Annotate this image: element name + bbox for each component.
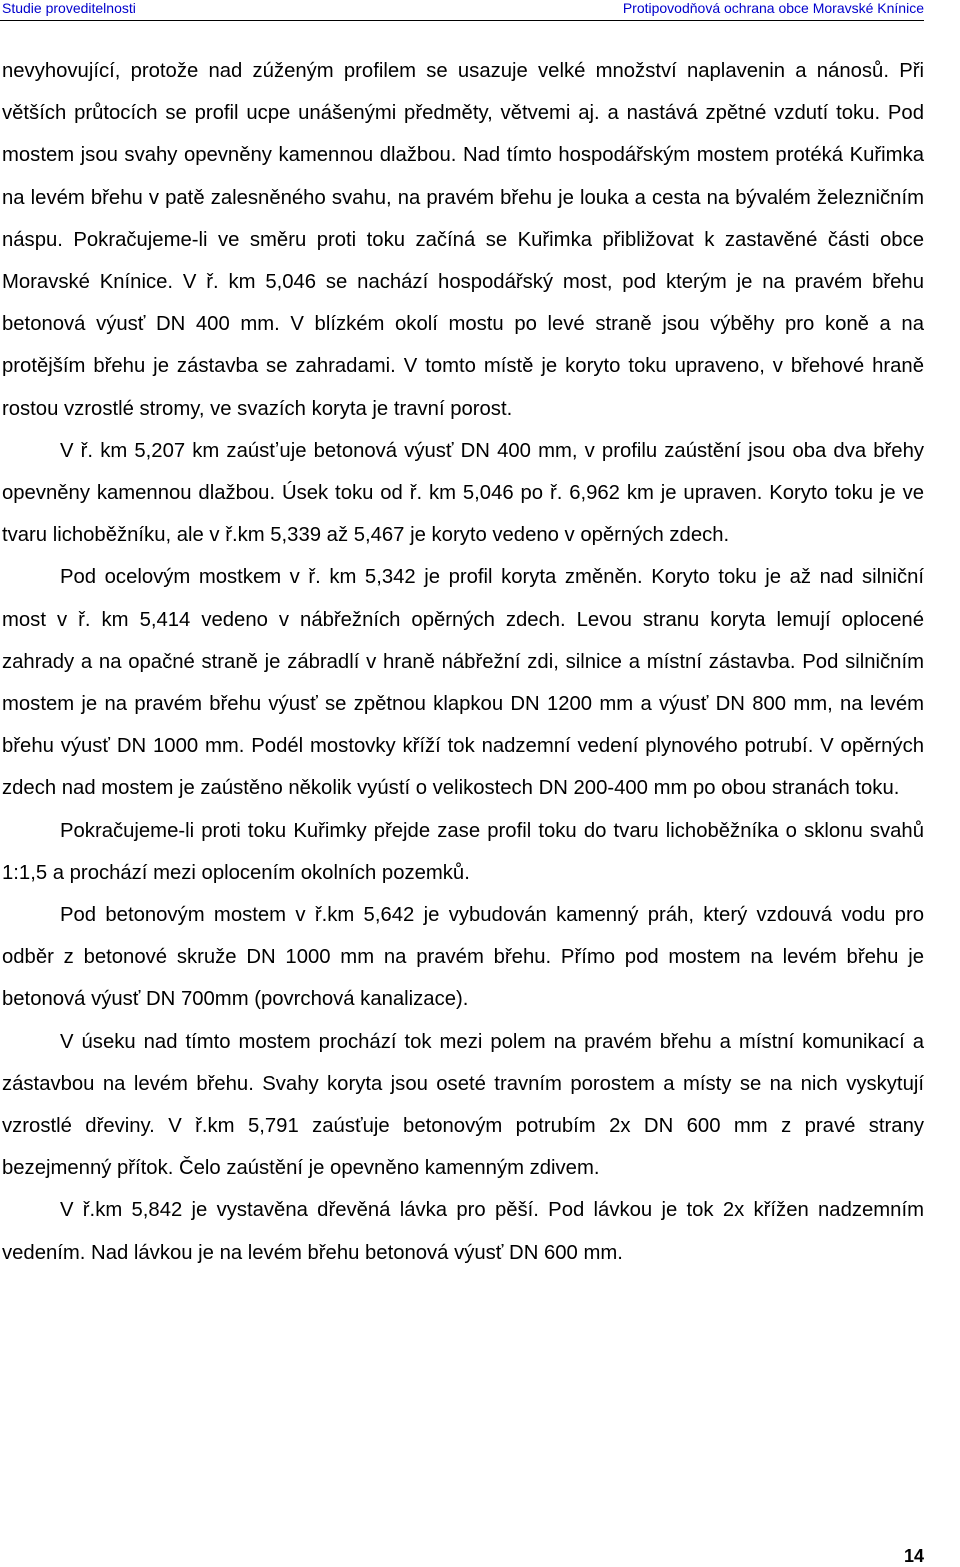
paragraph: Pod ocelovým mostkem v ř. km 5,342 je profil koryta změněn. Koryto toku je až nad silniční most v ř. km 5,414 vedeno v nábřežních opěrných zdech. Levou stranu koryta lemují oplocené zahrady a na opačné straně je zábradlí v hraně nábřežní zdi, silnice a místní zástavba. Pod silničním mostem je na pravém břehu výusť se zpětnou klapkou DN 1200 mm a výusť DN 800 mm, na levém břehu výusť DN 1000 mm. Podél mostovky kříží tok nadzemní vedení plynového potrubí. V opěrných zdech nad mostem je zaústěno několik vyústí o velikostech DN 200-400 mm po obou stranách toku.: [2, 566, 924, 800]
paragraph: nevyhovující, protože nad zúženým profilem se usazuje velké množství naplavenin a nánosů. Při větších průtocích se profil ucpe unášenými předměty, větvemi aj. a nastává zpětné vzdutí toku. Pod mostem jsou svahy opevněny kamennou dlažbou. Nad tímto hospodářským mostem protéká Kuřimka na levém břehu v patě zalesněného svahu, na pravém břehu je louka a cesta na bývalém železničním náspu. Pokračujeme-li ve směru proti toku začíná se Kuřimka přibližovat k zastavěné části obce Moravské Knínice. V ř. km 5,046 se nachází hospodářský most, pod kterým je na pravém břehu betonová výusť DN 400 mm. V blízkém okolí mostu po levé straně jsou výběhy pro koně a na protějším břehu je zástavba se zahradami. V tomto místě je koryto toku upraveno, v břehové hraně rostou vzrostlé stromy, ve svazích koryta je travní porost.: [2, 60, 924, 420]
paragraph: V ř.km 5,842 je vystavěna dřevěná lávka pro pěší. Pod lávkou je tok 2x křížen nadzemním vedením. Nad lávkou je na levém břehu betonová výusť DN 600 mm.: [2, 1199, 924, 1264]
document-body: [2, 50, 924, 1274]
header-document-title: Studie proveditelnosti: [2, 0, 136, 16]
paragraph: Pod betonovým mostem v ř.km 5,642 je vybudován kamenný práh, který vzdouvá vodu pro odběr z betonové skruže DN 1000 mm na pravém břehu. Přímo pod mostem na levém břehu je betonová výusť DN 700mm (povrchová kanalizace).: [2, 904, 924, 1011]
header-divider: [0, 20, 924, 21]
paragraph: V ř. km 5,207 km zaústʼuje betonová výusť DN 400 mm, v profilu zaústění jsou oba dva břehy opevněny kamennou dlažbou. Úsek toku od ř. km 5,046 po ř. 6,962 km je upraven. Koryto toku je ve tvaru lichoběžníku, ale v ř.km 5,339 až 5,467 je koryto vedeno v opěrných zdech.: [2, 439, 924, 547]
page-number: 14: [903, 1546, 924, 1566]
header-project-title: Protipovodňová ochrana obce Moravské Knínice: [622, 0, 924, 16]
page-header: [0, 0, 924, 20]
paragraph: V úseku nad tímto mostem prochází tok mezi polem na pravém břehu a místní komunikací a zástavbou na levém břehu. Svahy koryta jsou oseté travním porostem a místy se na nich vyskytují vzrostlé dřeviny. V ř.km 5,791 zaúsťuje betonovým potrubím 2x DN 600 mm z pravé strany bezejmenný přítok. Čelo zaústění je opevněno kamenným zdivem.: [2, 1030, 924, 1180]
paragraph: Pokračujeme-li proti toku Kuřimky přejde zase profil toku do tvaru lichoběžníka o sklonu svahů 1:1,5 a prochází mezi oplocením okolních pozemků.: [2, 819, 924, 884]
